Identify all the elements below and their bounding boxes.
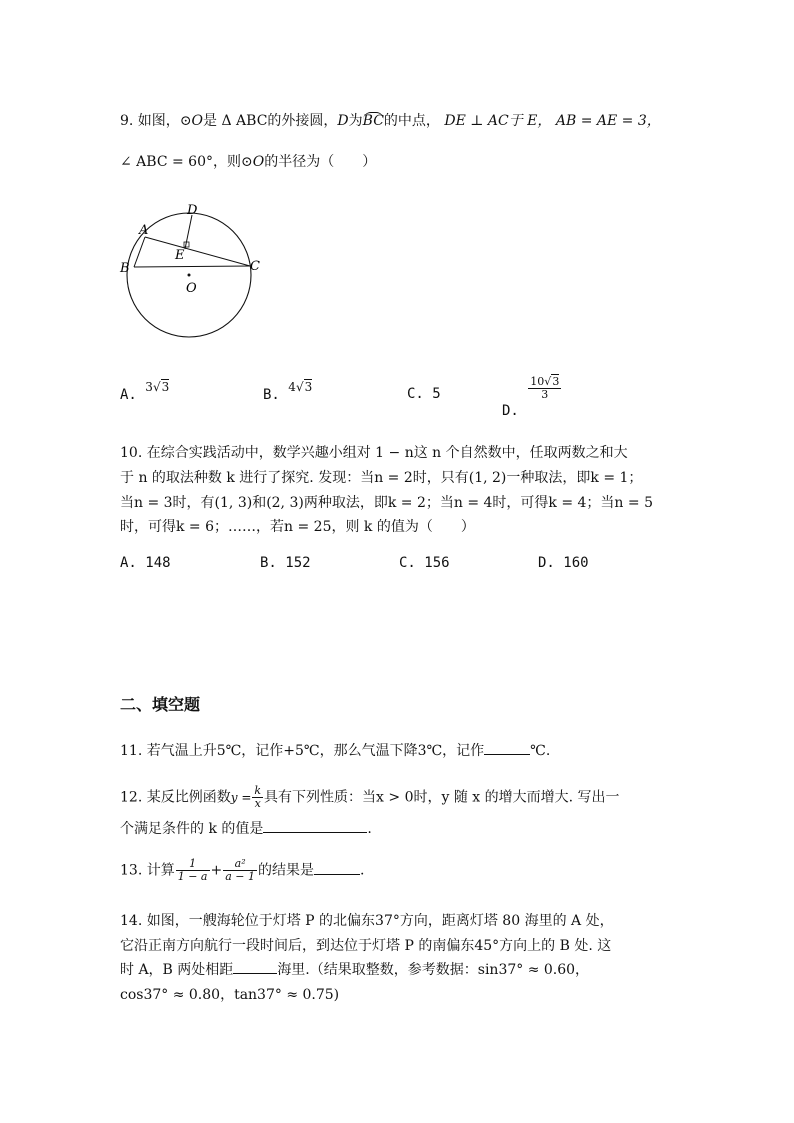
label-e: E <box>175 248 185 263</box>
q9-condition: AB = AE = 3， <box>555 113 661 129</box>
radicand: 3 <box>552 375 560 388</box>
label-o: O <box>186 281 197 296</box>
arc-bc: BC <box>362 113 384 129</box>
q14-line3 <box>120 959 589 979</box>
q9-option-b <box>263 380 313 403</box>
q13-line <box>120 858 364 883</box>
label-c: C <box>250 259 260 274</box>
q13-period: . <box>360 862 365 879</box>
fraction-numerator: a² <box>223 858 257 871</box>
segment-de <box>185 215 192 249</box>
q12-text: 具有下列性质：当x > 0时，y 随 x 的增大而增大. 写出一 <box>264 789 620 806</box>
fraction-denominator: 3 <box>541 388 549 401</box>
q10-option-d: D. 160 <box>538 555 589 571</box>
fraction-denominator: a − 1 <box>225 870 256 883</box>
q13-text: 13. 计算 <box>120 862 175 879</box>
fraction-2 <box>223 858 257 883</box>
coef: 10 <box>530 375 545 388</box>
q12-period: . <box>367 821 372 837</box>
q9-option-d <box>502 375 562 419</box>
q9-text: ∠ ABC = 60°，则 <box>120 154 241 170</box>
function-fraction <box>252 785 263 810</box>
answer-blank[interactable] <box>314 862 360 875</box>
circle-o-symbol: ⊙O <box>179 113 204 129</box>
plus-sign: + <box>210 862 223 879</box>
q10-line4: 时，可得k = 6；……，若n = 25，则 k 的值为（ ） <box>120 519 475 535</box>
label-b: B <box>120 261 130 276</box>
q9-text: 的中点， <box>383 113 440 129</box>
q14-text: 时 A，B 两处相距 <box>120 962 234 978</box>
q9-text: 9. 如图， <box>120 113 180 129</box>
q9-text: 是 Δ ABC的外接圆， <box>203 113 338 129</box>
option-label: A. <box>120 387 137 403</box>
q11-unit: ℃. <box>530 743 551 759</box>
q9-line1 <box>120 110 661 130</box>
q10-line1: 10. 在综合实践活动中，数学兴趣小组对 1 − n这 n 个自然数中，任取两数之和大 <box>120 445 628 461</box>
q10-line2: 于 n 的取法种数 k 进行了探究. 发现：当n = 2时，只有(1, 2)一种取法，即k = 1； <box>120 470 643 486</box>
fraction-numerator: 10√3 <box>530 375 560 388</box>
q14-line1: 14. 如图，一艘海轮位于灯塔 P 的北偏东37°方向，距离灯塔 80 海里的 A 处， <box>120 913 614 929</box>
fraction-1 <box>176 858 210 883</box>
q9-option-a <box>120 380 170 403</box>
q12-line2 <box>120 818 372 838</box>
q9-text: 的半径为（ ） <box>264 154 377 170</box>
q9-text: 为 <box>348 113 363 129</box>
q13-text: 的结果是 <box>258 862 315 879</box>
answer-blank[interactable] <box>484 742 530 755</box>
q10-option-a: A. 148 <box>120 555 171 571</box>
q14-line4: cos37° ≈ 0.80，tan37° ≈ 0.75) <box>120 987 340 1003</box>
circle-o-symbol: ⊙O <box>241 154 265 170</box>
fraction-numerator: k <box>254 784 262 797</box>
fraction-numerator: 1 <box>176 858 210 871</box>
option-value: 4√3 <box>288 380 313 394</box>
q11-line <box>120 740 550 760</box>
q10-option-c: C. 156 <box>399 555 450 571</box>
option-label: B. <box>263 387 280 403</box>
q9-figure <box>112 200 282 350</box>
answer-blank[interactable] <box>233 961 277 974</box>
q12-text: 12. 某反比例函数 <box>120 789 231 806</box>
coef: 3 <box>145 380 153 394</box>
radicand: 3 <box>161 380 170 394</box>
q12-line1 <box>120 785 620 810</box>
option-label: D. <box>502 402 519 419</box>
point-label: D <box>337 113 349 129</box>
option-value: 3√3 <box>145 380 170 394</box>
center-point <box>188 274 191 277</box>
function-lhs: y = <box>230 790 252 805</box>
q12-text: 个满足条件的 k 的值是 <box>120 821 264 837</box>
segment-ac <box>145 237 250 266</box>
fraction-denominator: 1 − a <box>177 870 208 883</box>
section-heading: 二、填空题 <box>120 695 201 714</box>
q10-option-b: B. 152 <box>260 555 311 571</box>
q9-condition: DE ⊥ AC于 E， <box>444 113 552 129</box>
q14-text: 海里.（结果取整数，参考数据：sin37° ≈ 0.60， <box>277 962 590 978</box>
answer-blank[interactable] <box>263 820 367 833</box>
radicand: 3 <box>304 380 313 394</box>
q9-line2 <box>120 151 376 171</box>
label-d: D <box>187 203 198 218</box>
coef: 4 <box>288 380 296 394</box>
q10-line3: 当n = 3时，有(1, 3)和(2, 3)两种取法，即k = 2；当n = 4时，可得k = 4；当n = 5 <box>120 495 653 511</box>
segment-ab <box>134 237 145 267</box>
option-value-fraction <box>528 376 561 401</box>
fraction-denominator: x <box>254 797 261 810</box>
q11-text: 11. 若气温上升5℃，记作+5℃，那么气温下降3℃，记作 <box>120 743 485 759</box>
q9-option-c: C. 5 <box>407 386 441 402</box>
q14-line2: 它沿正南方向航行一段时间后，到达位于灯塔 P 的南偏东45°方向上的 B 处. 这 <box>120 938 612 954</box>
segment-bc <box>134 266 250 267</box>
label-a: A <box>139 223 149 238</box>
